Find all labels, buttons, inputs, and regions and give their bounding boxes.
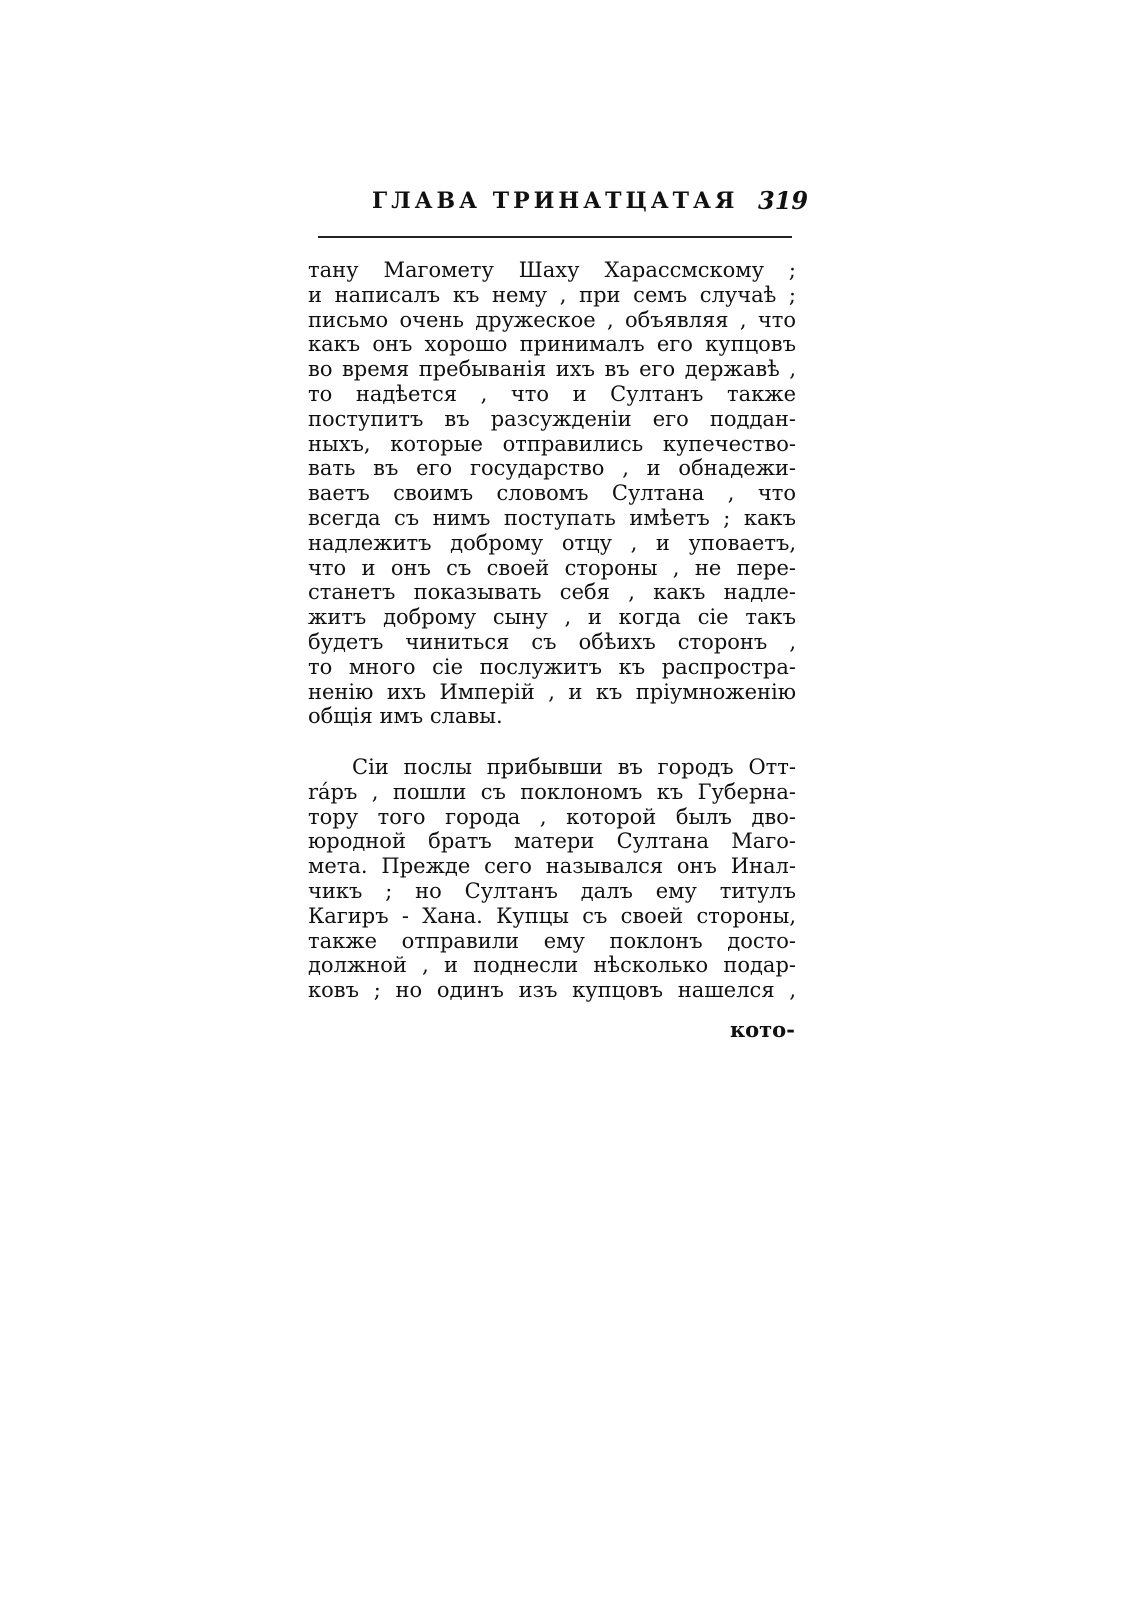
catchword: кото-	[730, 1017, 795, 1042]
text-line: Кагиръ - Хана. Купцы съ своей стороны,	[308, 903, 796, 928]
text-line: тану Магомету Шаху Харассмскому ;	[308, 258, 796, 282]
text-line: надлежитъ доброму отцу , и уповаетъ,	[308, 530, 796, 555]
text-line: будетъ чиниться съ обѣихъ сторонъ ,	[308, 629, 796, 654]
text-line: вать въ его государство , и обнадежи-	[308, 456, 796, 481]
paragraph-2	[308, 755, 796, 1003]
text-line: мета. Прежде сего назывался онъ Инал-	[308, 854, 796, 879]
paragraph-1	[308, 258, 796, 729]
text-line: что и онъ съ своей стороны , не пере-	[308, 555, 796, 580]
text-line: должной , и поднесли нѣсколько подар-	[308, 953, 796, 978]
text-line: какъ онъ хорошо принималъ его купцовъ	[308, 332, 796, 357]
text-line: всегда съ нимъ поступать имѣетъ ; какъ	[308, 505, 796, 530]
text-line: чикъ ; но Султанъ далъ ему титулъ	[308, 878, 796, 903]
text-line: то много сіе послужитъ къ распростра-	[308, 654, 796, 679]
running-title: ГЛАВА ТРИНАТЦАТАЯ	[372, 188, 739, 214]
text-line: и написалъ къ нему , при семъ случаѣ ;	[308, 282, 796, 307]
text-line: во время пребыванія ихъ въ его державѣ ,	[308, 357, 796, 382]
text-line: то надѣется , что и Султанъ также	[308, 381, 796, 406]
text-line: письмо очень дружеское , объявляя , что	[308, 307, 796, 332]
text-line: житъ доброму сыну , и когда сіе такъ	[308, 605, 796, 630]
text-line: ráръ , пошли съ поклономъ къ Губерна-	[308, 779, 796, 804]
text-line: ненію ихъ Имперій , и къ пріумноженію	[308, 679, 796, 704]
text-line: тору того города , которой былъ дво-	[308, 804, 796, 829]
text-line: юродной братъ матери Султана Маго-	[308, 829, 796, 854]
text-line: общія имъ славы.	[308, 704, 503, 729]
text-line: поступитъ въ разсужденіи его поддан-	[308, 406, 796, 431]
text-line: Сіи послы прибывши въ городъ Отт-	[352, 755, 796, 779]
header-rule	[318, 236, 792, 238]
text-line: станетъ показывать себя , какъ надле-	[308, 580, 796, 605]
text-line: ковъ ; но одинъ изъ купцовъ нашелся ,	[308, 978, 796, 1003]
text-line: также отправили ему поклонъ досто-	[308, 928, 796, 953]
page-number: 319	[758, 186, 809, 215]
text-line: ваетъ своимъ словомъ Султана , что	[308, 481, 796, 506]
text-line: ныхъ, которые отправились купечество-	[308, 431, 796, 456]
